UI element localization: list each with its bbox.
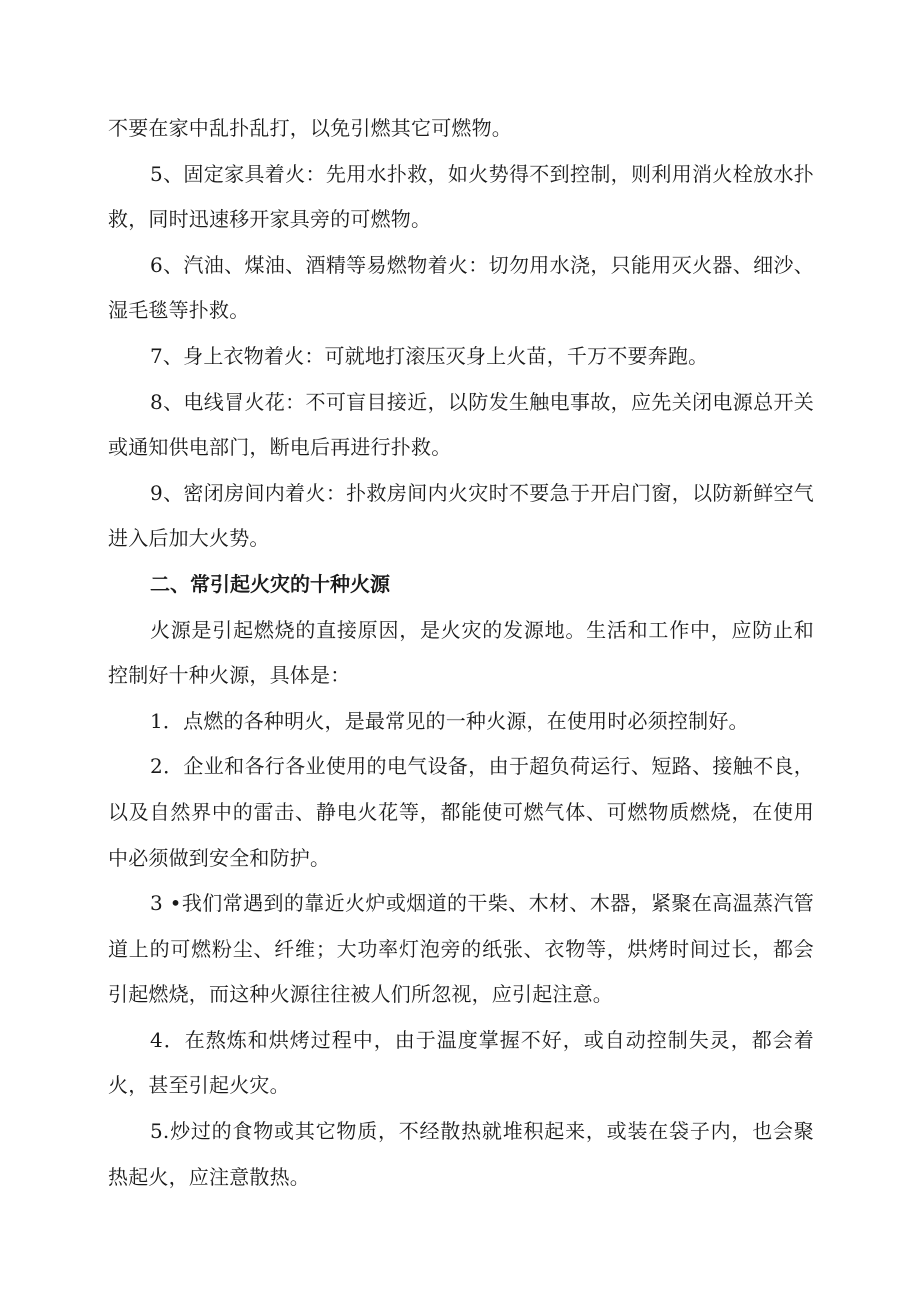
- paragraph-source-5: 5.炒过的食物或其它物质，不经散热就堆积起来，或装在袋子内，也会聚热起火，应注意散热。: [108, 1119, 814, 1189]
- paragraph-item-5-furniture-fire: 5、固定家具着火：先用水扑救，如火势得不到控制，则利用消火栓放水扑救，同时迅速移开家具旁的可燃物。: [108, 161, 814, 232]
- paragraph-item-6-flammable-liquid-fire: 6、汽油、煤油、酒精等易燃物着火：切勿用水浇，只能用灭火器、细沙、湿毛毯等扑救。: [108, 252, 814, 323]
- paragraph-item-9-closed-room-fire: 9、密闭房间内着火：扑救房间内火灾时不要急于开启门窗，以防新鲜空气进入后加大火势。: [108, 480, 814, 551]
- paragraph-source-4: 4．在熬炼和烘烤过程中，由于温度掌握不好，或自动控制失灵，都会着火，甚至引起火灾。: [108, 1027, 814, 1098]
- section-heading: 二、常引起火灾的十种火源: [150, 571, 390, 596]
- paragraph-intro: 火源是引起燃烧的直接原因，是火灾的发源地。生活和工作中，应防止和控制好十种火源，具体是：: [108, 617, 814, 688]
- paragraph-item-8-electrical-sparks: 8、电线冒火花：不可盲目接近，以防发生触电事故，应先关闭电源总开关或通知供电部门，断电后再进行扑救。: [108, 389, 814, 460]
- paragraph-source-2: 2．企业和各行各业使用的电气设备，由于超负荷运行、短路、接触不良，以及自然界中的雷击、静电火花等，都能使可燃气体、可燃物质燃烧，在使用中必须做到安全和防护。: [108, 754, 814, 870]
- paragraph-item-7-clothing-fire: 7、身上衣物着火：可就地打滚压灭身上火苗，千万不要奔跑。: [150, 343, 709, 368]
- paragraph-source-3: 3 •我们常遇到的靠近火炉或烟道的干柴、木材、木器，紧聚在高温蒸汽管道上的可燃粉尘、纤维；大功率灯泡旁的纸张、衣物等，烘烤时间过长，都会引起燃烧，而这种火源往往被人们所忽视，应引起注意。: [108, 891, 814, 1007]
- paragraph-continuation: 不要在家中乱扑乱打，以免引燃其它可燃物。: [108, 116, 512, 140]
- document-body: [108, 106, 814, 1200]
- paragraph-source-1: 1．点燃的各种明火，是最常见的一种火源，在使用时必须控制好。: [150, 708, 749, 733]
